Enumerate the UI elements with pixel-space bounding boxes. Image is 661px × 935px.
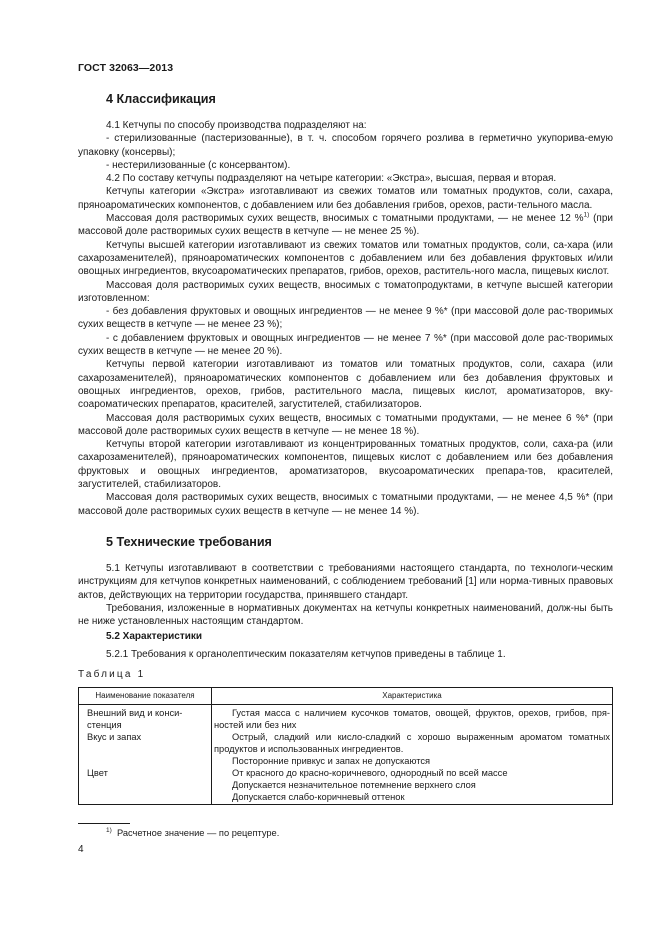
footnote-mark: 1)	[106, 826, 112, 834]
section-5-body	[78, 562, 613, 662]
table-row	[79, 731, 613, 767]
paragraph: 4.2 По составу кетчупы подразделяют на четыре категории: «Экстра», высшая, первая и вторая.	[106, 173, 557, 185]
paragraph: Массовая доля растворимых сухих веществ, вносимых с томатопродуктами, в кетчупе высшей категории изготовленном:	[78, 279, 613, 304]
footnote-text: Расчетное значение — по рецептуре.	[116, 828, 280, 838]
section-5-title: 5 Технические требования	[106, 534, 272, 549]
table-row	[79, 767, 613, 805]
page-number: 4	[78, 844, 84, 855]
indicator-name: Вкус и запах	[79, 731, 212, 767]
paragraph: - с добавлением фруктовых и овощных ингредиентов — не менее 7 %* (при массовой доле рас-творимых сухих веществ в кетчупе — не менее 20 %).	[78, 332, 613, 358]
section-4-title: 4 Классификация	[106, 92, 216, 106]
document-code: ГОСТ 32063—2013	[78, 62, 174, 74]
paragraph: Кетчупы второй категории изготавливают из концентрированных томатных продуктов, соли, саха-ра (или сахарозаменителей), пряноароматических компонентов, пищевых кислот с добавлением или без добавления фруктовых и овощных ингредиентов, ароматизаторов, вкусоароматических препара-тов, красителей, загустителей, стабилизаторов.	[78, 439, 613, 491]
paragraph: - стерилизованные (пастеризованные), в т. ч. способом горячего розлива в герметично укупоривa-емую упаковку (консервы);	[78, 133, 613, 158]
indicator-name: Цвет	[79, 767, 212, 805]
paragraph: - нестерилизованные (с консервантом).	[106, 159, 291, 171]
footnote-divider	[78, 823, 130, 824]
paragraph: Требования, изложенные в нормативных документах на кетчупы конкретных наименований, долж-ны быть не ниже установленных настоящим стандартом.	[78, 602, 613, 628]
paragraph: Кетчупы высшей категории изготавливают из свежих томатов или томатных продуктов, соли, са-хара (или сахарозаменителей), пряноароматических компонентов с добавлением или без добавления фруктовых и/или овощных ингредиентов, вкусоароматических препаратов, грибов, орехов, раститель-ного масла, пищевых кислот.	[78, 239, 613, 278]
paragraph-extra-mass	[78, 212, 613, 239]
indicator-name: Внешний вид и конси-стенция	[79, 704, 212, 731]
paragraph: Кетчупы категории «Экстра» изготавливают из свежих томатов или томатных продуктов, соли, сахара, пряноароматических компонентов, с добавлением или без добавления грибов, орехов, расти-тельного масла.	[78, 186, 613, 211]
paragraph: Кетчупы первой категории изготавливают из томатов или томатных продуктов, соли, сахара (или сахарозаменителей), пряноароматических компонентов с добавлением или без добавления фруктовых и овощных ингредиентов, орехов, грибов, растительного масла, пищевых кислот, ароматизаторов, вку-соароматических препаратов, красителей, загустителей, стабилизаторов.	[78, 359, 613, 411]
table-row	[79, 704, 613, 731]
paragraph: 5.1 Кетчупы изготавливают в соответствии с требованиями настоящего стандарта, по технологи-ческим инструкциям для кетчупов конкретных наименований, с соблюдением требований [1] или норма-тивных правовых актов, действующих на территории государства, принявшего стандарт.	[78, 562, 613, 601]
characteristic-text: Густая масса с наличием кусочков томатов, овощей, фруктов, орехов, грибов, пря-ностей или без них	[214, 707, 610, 730]
text-part: (при массовой доле растворимых сухих веществ в кетчупе — не менее 25 %).	[78, 213, 613, 238]
footnote-ref: 1)	[583, 211, 590, 219]
characteristic-cell	[212, 704, 613, 731]
characteristic-cell	[212, 767, 613, 805]
characteristic-text: Острый, сладкий или кисло-сладкий с хорошо выраженным ароматом томатных продуктов и использованных ингредиентов.	[214, 731, 610, 754]
section-4-body	[78, 119, 613, 518]
paragraph: 5.2.1 Требования к органолептическим показателям кетчупов приведены в таблице 1.	[106, 649, 506, 661]
characteristic-text: От красного до красно-коричневого, однородный по всей массе	[232, 767, 508, 778]
paragraph: 4.1 Кетчупы по способу производства подразделяют на:	[106, 120, 367, 131]
paragraph: Массовая доля растворимых сухих веществ, вносимых с томатными продуктами, — не менее 4,5 %* (при массовой доле растворимых сухих веществ в кетчупе — не менее 14 %).	[78, 492, 613, 517]
characteristic-text: Посторонние привкус и запах не допускаются	[232, 755, 431, 766]
characteristic-text: Допускается незначительное потемнение верхнего слоя	[232, 779, 476, 790]
text-part: Массовая доля растворимых сухих веществ, вносимых с томатными продуктами, — не менее 12 %	[106, 213, 584, 225]
paragraph: - без добавления фруктовых и овощных ингредиентов — не менее 9 %* (при массовой доле рас-творимых сухих веществ в кетчупе — не менее 23 %);	[78, 306, 613, 331]
footnote	[106, 828, 279, 838]
organoleptic-table	[78, 687, 613, 805]
page-content	[78, 92, 613, 805]
table-header-row	[79, 687, 613, 704]
subsection-title: 5.2 Характеристики	[106, 631, 203, 643]
characteristic-cell	[212, 731, 613, 767]
table-caption: Таблица 1	[78, 668, 146, 680]
column-header: Наименование показателя	[79, 687, 212, 704]
column-header: Характеристика	[212, 687, 613, 704]
characteristic-text: Допускается слабо-коричневый оттенок	[232, 791, 405, 802]
paragraph: Массовая доля растворимых сухих веществ, вносимых с томатными продуктами, — не менее 6 %* (при массовой доле растворимых сухих веществ в кетчупе — не менее 18 %).	[78, 412, 613, 437]
